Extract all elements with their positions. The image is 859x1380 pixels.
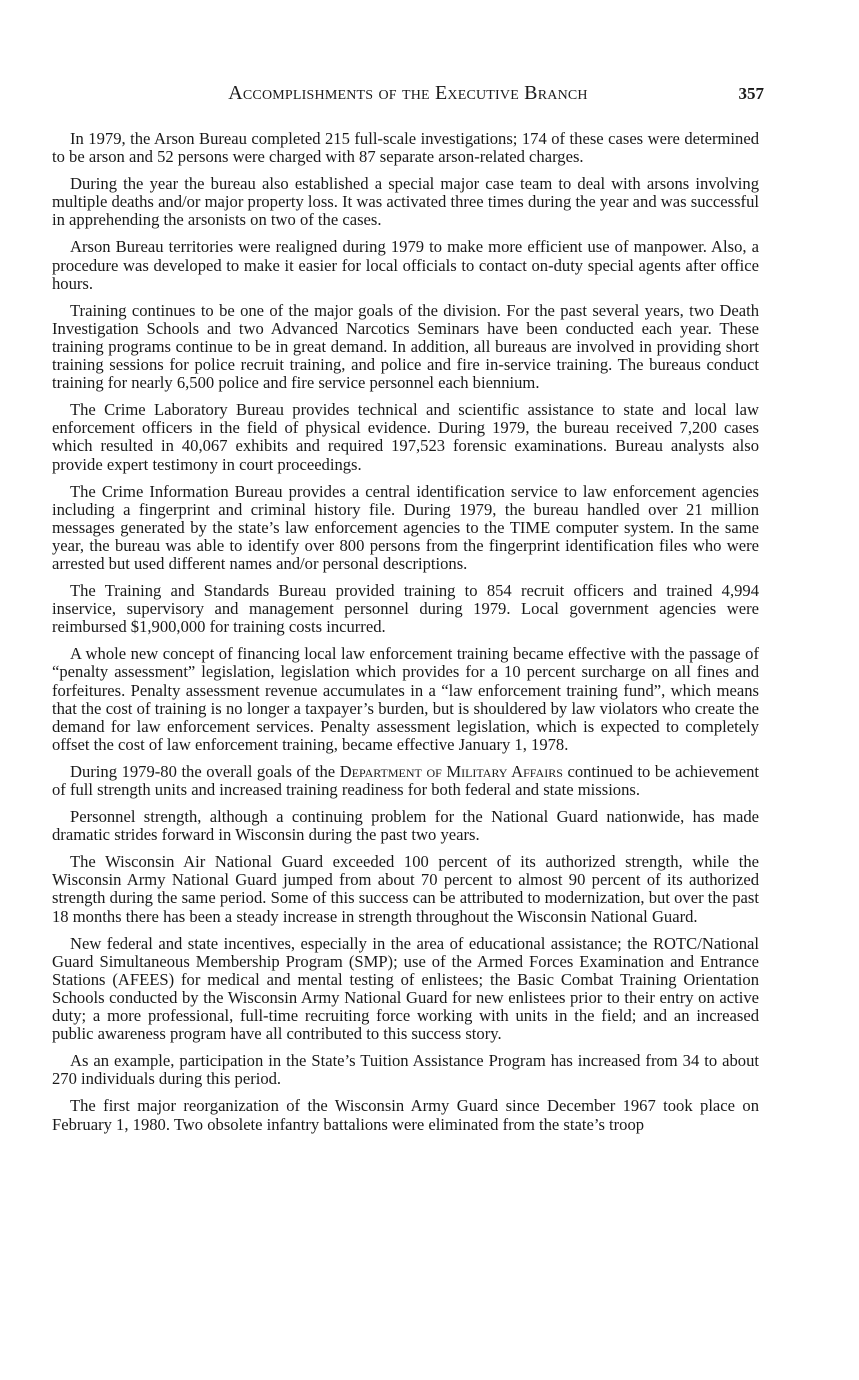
department-name: Department of Military Affairs [339, 761, 563, 781]
paragraph-tuition-assistance: As an example, participation in the State’s Tuition Assistance Program has increased from 34 to about 270 individuals during this period. [52, 1051, 759, 1089]
paragraph-training-standards: The Training and Standards Bureau provided training to 854 recruit officers and trained 4,994 inservice, supervisory and management personnel during 1979. Local government agencies were reimbursed $1,900,000 for training costs incurred. [52, 581, 759, 637]
military-text-after: continued to be achievement of full strength units and increased training readiness for both federal and state missions. [52, 761, 759, 799]
running-title: Accomplishments of the Executive Branch [228, 82, 588, 104]
paragraph-incentives: New federal and state incentives, especially in the area of educational assistance; the ROTC/National Guard Simultaneous Membership Program (SMP); use of the Armed Forces Examination and Entrance Stations (AFEES) for medical and mental testing of enlistees; the Basic Combat Training Orientation Schools conducted by the Wisconsin Army National Guard for new enlistees prior to their entry on active duty; a more professional, full-time recruiting force working with units in the field; and an increased public awareness program have all contributed to this success story. [52, 933, 759, 1044]
page-header [52, 82, 764, 110]
paragraph-military-affairs [52, 763, 759, 799]
paragraph-major-case-team: During the year the bureau also established a special major case team to deal with arsons involving multiple deaths and/or major property loss. It was activated three times during the year and was successful in apprehending the arsonists on two of the cases. [52, 174, 759, 230]
paragraph-air-national-guard: The Wisconsin Air National Guard exceeded 100 percent of its authorized strength, while the Wisconsin Army National Guard jumped from about 70 percent to almost 90 percent of its authorized strength during the same period. Some of this success can be attributed to modernization, but over the past 18 months there has been a steady increase in strength throughout the Wisconsin National Guard. [52, 852, 759, 926]
paragraph-crime-laboratory: The Crime Laboratory Bureau provides technical and scientific assistance to state and local law enforcement officers in the field of physical evidence. During 1979, the bureau received 7,200 cases which resulted in 40,067 exhibits and required 197,523 forensic examinations. Bureau analysts also provide expert testimony in court proceedings. [52, 400, 759, 474]
military-text-before: During 1979-80 the overall goals of the [70, 761, 340, 781]
paragraph-penalty-assessment: A whole new concept of financing local law enforcement training became effective with the passage of “penalty assessment” legislation, legislation which provides for a 10 percent surcharge on all fines and forfeitures. Penalty assessment revenue accumulates in a “law enforcement training fund”, which means that the cost of training is no longer a taxpayer’s burden, but is shouldered by law violators who create the demand for law enforcement services. Penalty assessment legislation, which is expected to completely offset the cost of law enforcement training, became effective January 1, 1978. [52, 644, 759, 754]
paragraph-territories-realigned: Arson Bureau territories were realigned during 1979 to make more efficient use of manpower. Also, a procedure was developed to make it easier for local officials to contact on-duty special agents after office hours. [52, 237, 759, 293]
paragraph-personnel-strength: Personnel strength, although a continuing problem for the National Guard nationwide, has made dramatic strides forward in Wisconsin during the past two years. [52, 807, 759, 845]
paragraph-crime-information: The Crime Information Bureau provides a central identification service to law enforcement agencies including a fingerprint and criminal history file. During 1979, the bureau handled over 21 million messages generated by the state’s law enforcement agencies to the TIME computer system. In the same year, the bureau was able to identify over 800 persons from the fingerprint identification files who were arrested but used different names and/or personal descriptions. [52, 481, 759, 573]
paragraph-reorganization: The first major reorganization of the Wisconsin Army Guard since December 1967 took place on February 1, 1980. Two obsolete infantry battalions were eliminated from the state’s troop [52, 1096, 759, 1134]
paragraph-training-goals: Training continues to be one of the major goals of the division. For the past several years, two Death Investigation Schools and two Advanced Narcotics Seminars have been conducted each year. These training programs continue to be in great demand. In addition, all bureaus are involved in providing short training sessions for police recruit training, and police and fire in-service training. The bureaus conduct training for nearly 6,500 police and fire service personnel each biennium. [52, 300, 759, 393]
paragraph-arson-investigations: In 1979, the Arson Bureau completed 215 full-scale investigations; 174 of these cases were determined to be arson and 52 persons were charged with 87 separate arson-related charges. [52, 129, 759, 167]
body-text [52, 130, 759, 1143]
page-number: 357 [738, 84, 764, 103]
